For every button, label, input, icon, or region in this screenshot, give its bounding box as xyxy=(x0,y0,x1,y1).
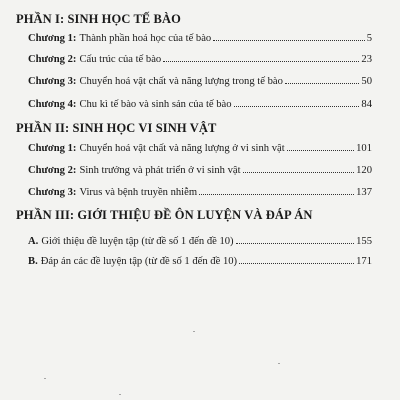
entry-page: 155 xyxy=(356,236,372,247)
entry-page: 137 xyxy=(356,187,372,198)
entry-title: Giới thiệu đề luyện tập (từ đề số 1 đến đề 10) xyxy=(41,236,234,247)
entry-label: Chương 4: xyxy=(28,99,77,110)
entry-title: Chuyển hoá vật chất và năng lượng trong tế bào xyxy=(79,76,283,87)
entry-page: 50 xyxy=(361,76,372,87)
entry-title: Virus và bệnh truyền nhiễm xyxy=(79,187,198,198)
dot-leader xyxy=(285,83,360,84)
dot-leader xyxy=(287,150,354,151)
toc-entry[interactable] xyxy=(28,76,372,87)
entry-page: 5 xyxy=(366,33,372,44)
entry-label: Chương 3: xyxy=(28,187,77,198)
entry-title: Chuyển hoá vật chất và năng lượng ở vi sinh vật xyxy=(79,143,285,154)
entry-title: Cấu trúc của tế bào xyxy=(79,54,162,65)
dot-leader xyxy=(234,106,360,107)
toc-entry[interactable] xyxy=(28,256,372,267)
entry-title: Sinh trưởng và phát triển ở vi sinh vật xyxy=(79,165,241,176)
dot-leader xyxy=(213,40,364,41)
dot-leader xyxy=(199,194,354,195)
toc-entry[interactable] xyxy=(28,187,372,198)
entry-label: Chương 3: xyxy=(28,76,77,87)
part-2-heading: PHẦN II: SINH HỌC VI SINH VẬT xyxy=(16,121,217,135)
paper-speck xyxy=(193,331,195,332)
entry-page: 120 xyxy=(356,165,372,176)
dot-leader xyxy=(236,243,355,244)
entry-label: B. xyxy=(28,256,38,267)
entry-title: Đáp án các đề luyện tập (từ đề số 1 đến đề 10) xyxy=(40,256,238,267)
entry-label: Chương 1: xyxy=(28,143,77,154)
toc-entry[interactable] xyxy=(28,54,372,65)
entry-title: Chu kì tế bào và sinh sản của tế bào xyxy=(79,99,232,110)
entry-page: 84 xyxy=(361,99,372,110)
dot-leader xyxy=(163,61,359,62)
toc-entry[interactable] xyxy=(28,99,372,110)
toc-entry[interactable] xyxy=(28,165,372,176)
entry-title: Thành phần hoá học của tế bào xyxy=(79,33,212,44)
paper-speck xyxy=(44,378,46,379)
part-3-heading: PHẦN III: GIỚI THIỆU ĐỀ ÔN LUYỆN VÀ ĐÁP ÁN xyxy=(16,208,313,222)
paper-speck xyxy=(119,394,121,395)
entry-page: 23 xyxy=(361,54,372,65)
paper-speck xyxy=(278,363,280,364)
entry-page: 101 xyxy=(356,143,372,154)
entry-label: Chương 2: xyxy=(28,54,77,65)
part-1-heading: PHẦN I: SINH HỌC TẾ BÀO xyxy=(16,12,181,26)
toc-entry[interactable] xyxy=(28,143,372,154)
entry-label: A. xyxy=(28,236,39,247)
toc-entry[interactable] xyxy=(28,33,372,44)
dot-leader xyxy=(239,263,354,264)
entry-label: Chương 2: xyxy=(28,165,77,176)
dot-leader xyxy=(243,172,355,173)
entry-label: Chương 1: xyxy=(28,33,77,44)
entry-page: 171 xyxy=(356,256,372,267)
toc-entry[interactable] xyxy=(28,236,372,247)
